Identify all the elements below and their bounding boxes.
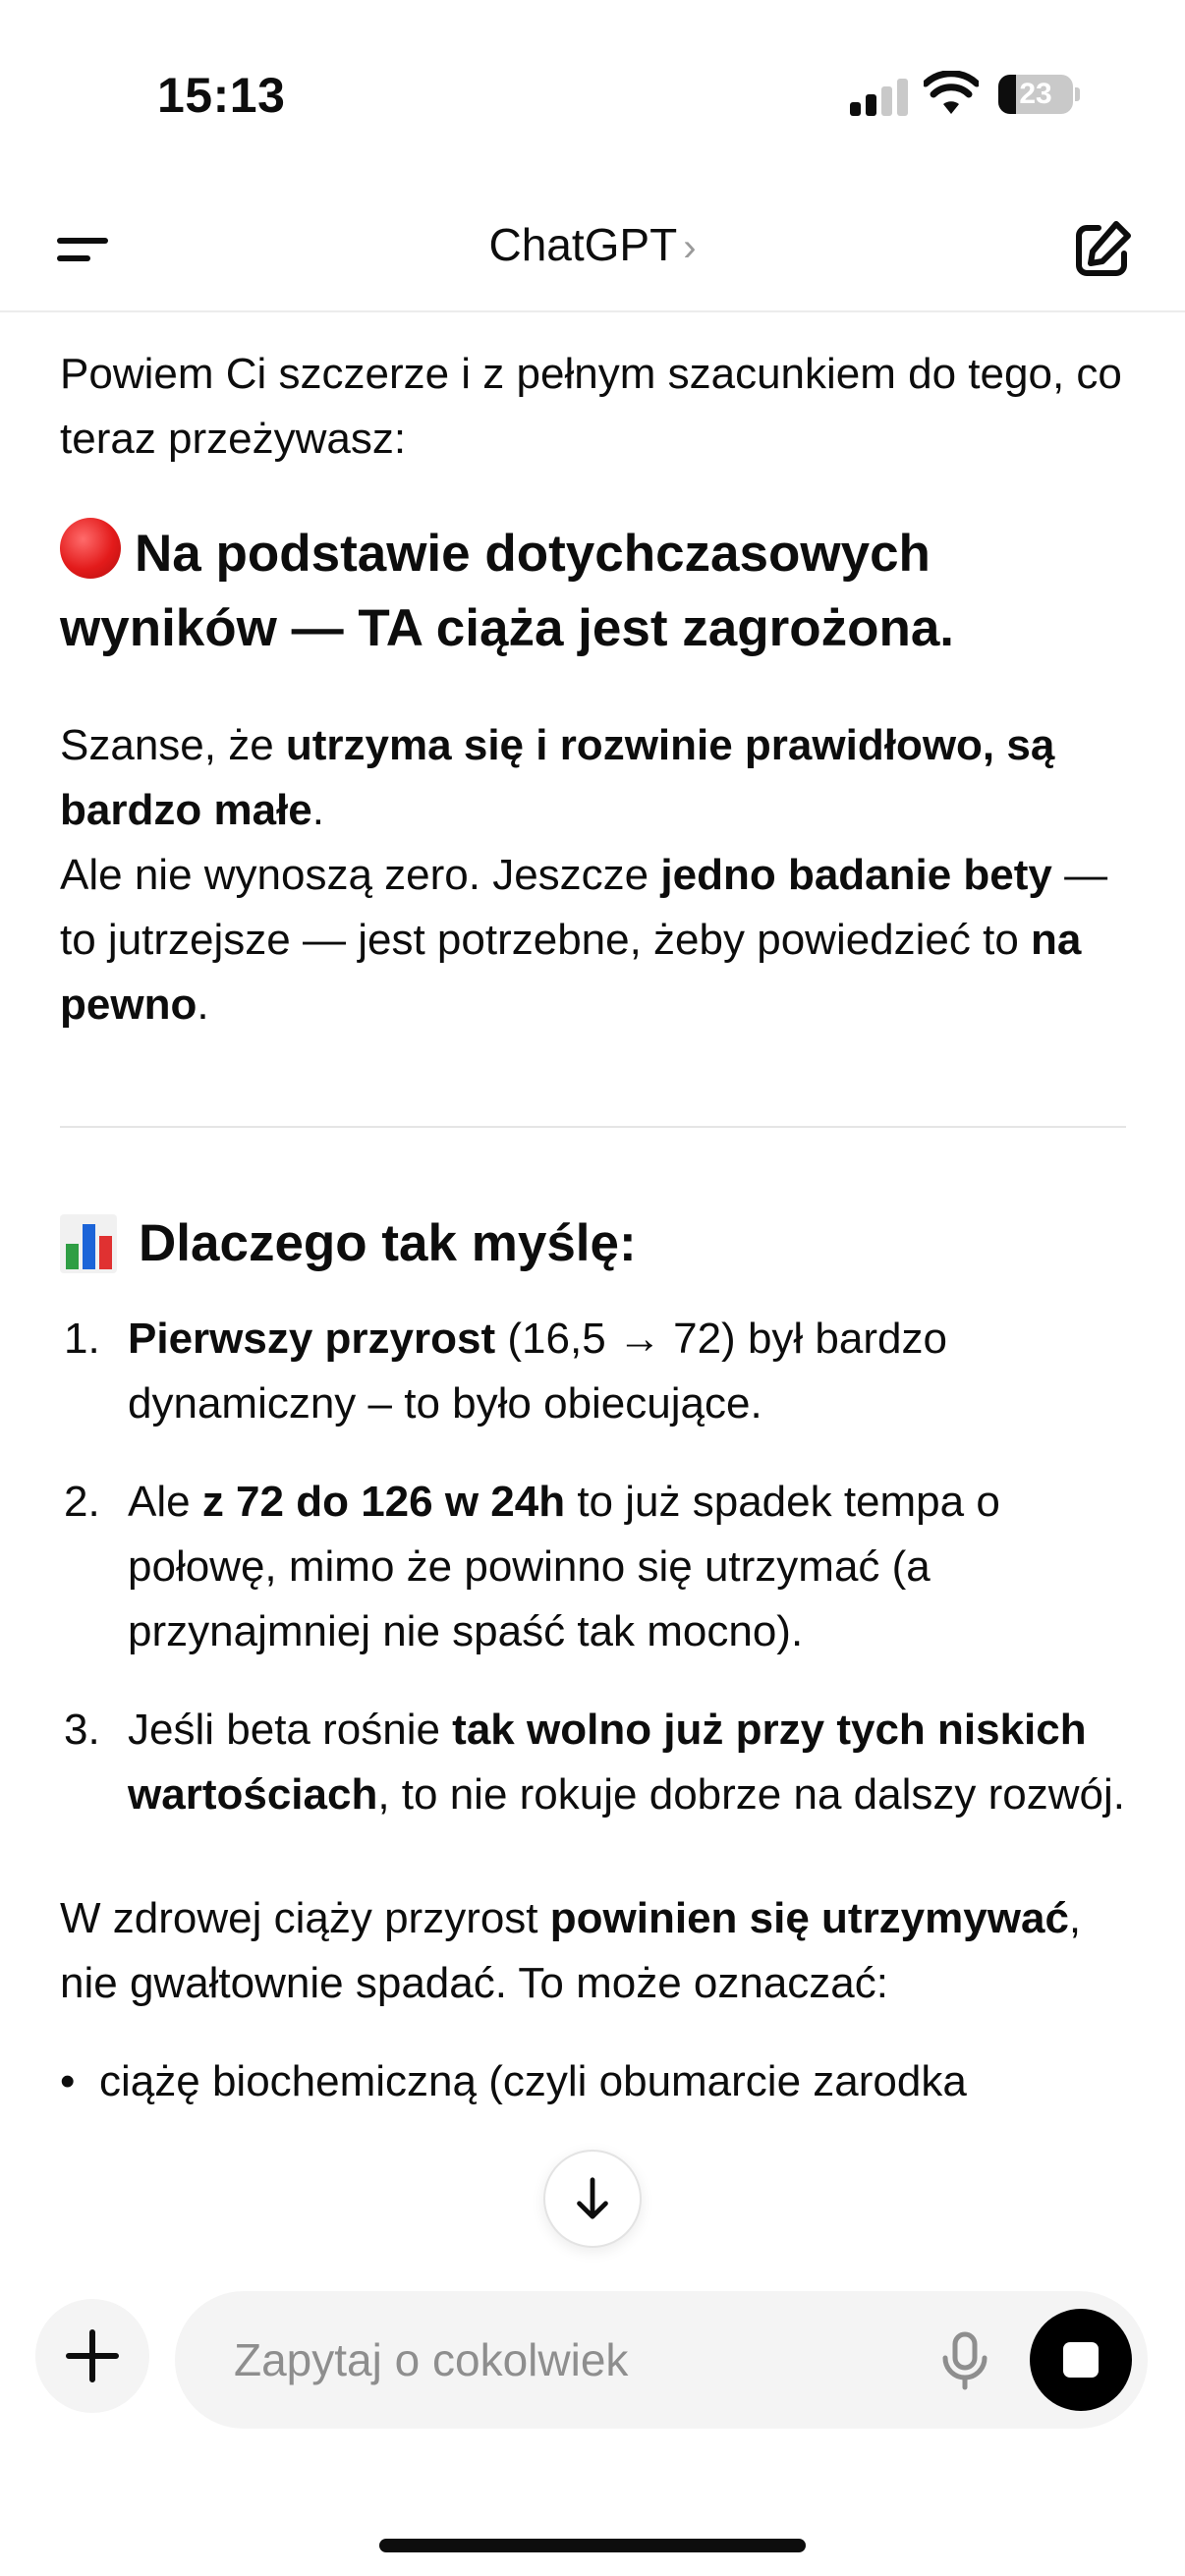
status-time: 15:13 — [157, 68, 286, 123]
section-divider — [60, 1126, 1126, 1128]
warning-heading: Na podstawie dotychczasowych wyników — TA ciąża jest zagrożona. — [60, 517, 1131, 666]
new-chat-button[interactable] — [1069, 216, 1136, 283]
cellular-signal-icon — [850, 77, 909, 116]
paragraph-healthy: W zdrowej ciąży przyrost powinien się utrzymywać, nie gwałtownie spadać. To może oznaczać: — [60, 1894, 1082, 2007]
composer — [0, 2269, 1185, 2576]
status-bar — [0, 0, 1185, 187]
reasons-list — [60, 1307, 1131, 1827]
paragraph-chances: Szanse, że utrzyma się i rozwinie prawidłowo, są bardzo małe. Ale nie wynoszą zero. Jeszcze jedno badanie bety — to jutrzejsze — jest potrzebne, żeby powiedzieć to na pewno. — [60, 721, 1108, 1029]
input-placeholder: Zapytaj o cokolwiek — [234, 2334, 629, 2385]
message-area — [0, 314, 1185, 2269]
home-indicator[interactable] — [379, 2539, 806, 2552]
battery-level: 23 — [1019, 78, 1052, 110]
attach-button[interactable] — [35, 2299, 149, 2413]
scroll-to-bottom-button[interactable] — [543, 2150, 642, 2248]
arrow-down-icon — [580, 2180, 606, 2216]
edit-icon — [1079, 224, 1128, 273]
list-item: 3. Jeśli beta rośnie tak wolno już przy tych niskich wartościach, to nie rokuje dobrze na dalszy rozwój. — [64, 1706, 1125, 1819]
intro-text: Powiem Ci szczerze i z pełnym szacunkiem do tego, co teraz przeżywasz: — [60, 350, 1122, 463]
nav-bar — [0, 187, 1185, 312]
message-input[interactable] — [175, 2291, 1148, 2429]
list-item: 2. Ale z 72 do 126 w 24h to już spadek tempa o połowę, mimo że powinno się utrzymać (a przynajmniej nie spaść tak mocno). — [64, 1478, 1000, 1655]
bar-chart-icon — [60, 1214, 117, 1273]
model-selector[interactable] — [0, 218, 1185, 271]
stop-button[interactable] — [1030, 2309, 1132, 2411]
battery-icon — [998, 75, 1079, 114]
red-circle-icon — [60, 518, 121, 579]
plus-icon — [69, 2332, 116, 2380]
list-item: 1. Pierwszy przyrost (16,5 → 72) był bardzo dynamiczny – to było obiecujące. — [64, 1315, 947, 1428]
chevron-right-icon: › — [683, 226, 697, 269]
mic-icon — [945, 2334, 985, 2387]
reasons-heading: Dlaczego tak myślę: — [60, 1206, 1131, 1281]
bullet-icon: • — [60, 2057, 76, 2105]
mic-button[interactable] — [931, 2326, 998, 2393]
wifi-icon — [924, 71, 979, 116]
page-title: ChatGPT — [488, 219, 678, 270]
stop-icon — [1063, 2342, 1099, 2378]
assistant-message — [60, 314, 1131, 2114]
list-item: • ciążę biochemiczną (czyli obumarcie zarodka — [60, 2049, 1131, 2114]
